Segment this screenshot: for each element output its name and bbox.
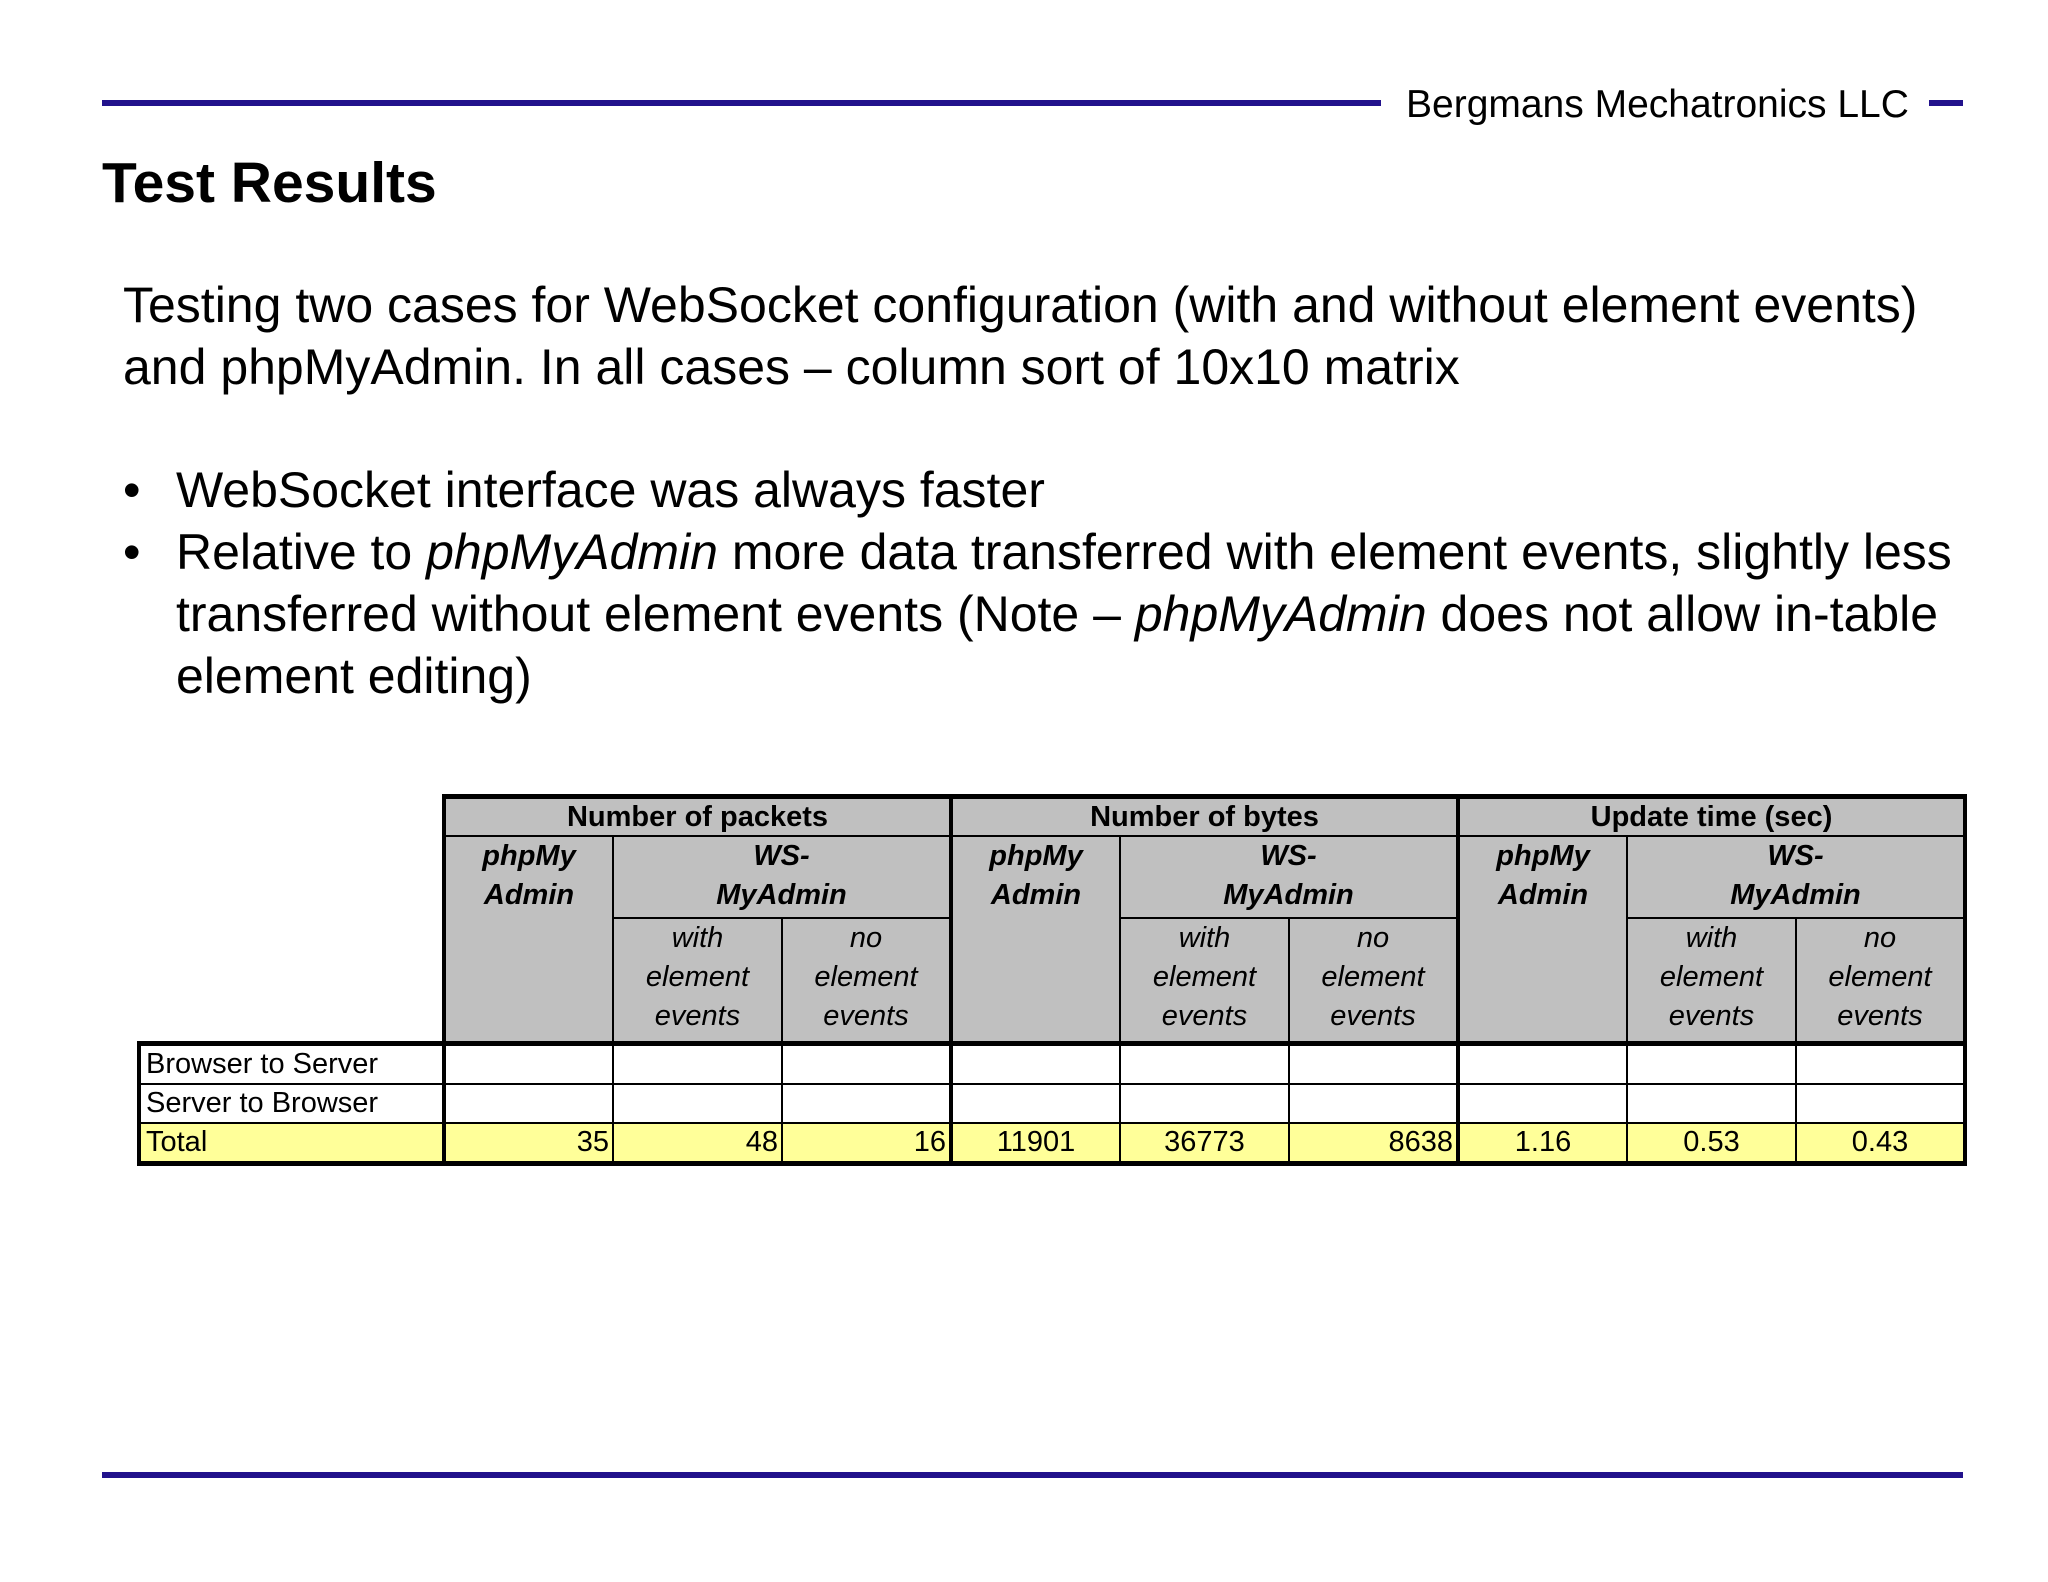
top-rule-right [1929,100,1963,106]
header-update-time: Update time (sec) [1458,797,1965,837]
bottom-rule [102,1472,1963,1478]
table-cell: 0.53 [1627,1123,1796,1164]
table-cell: 16 [782,1123,951,1164]
table-cell: 35 [444,1123,613,1164]
header-wsmyadmin: WS- MyAdmin [1627,836,1965,918]
header-with-element-events: with element events [1627,918,1796,1044]
table-cell [951,1044,1120,1085]
results-table [137,794,1967,1166]
table-cell [782,1044,951,1085]
header-with-element-events: with element events [1120,918,1289,1044]
table-cell: 36773 [1120,1123,1289,1164]
table-cell [613,1044,782,1085]
bullet-2-emphasis-2: phpMyAdmin [1134,586,1427,642]
table-cell [1120,1044,1289,1085]
table-cell [1458,1084,1627,1123]
bullet-1-text: WebSocket interface was always faster [176,462,1045,518]
bullet-item [123,459,2003,521]
header-with-element-events: with element events [613,918,782,1044]
header-phpmyadmin: phpMy Admin [951,836,1120,1044]
table-cell [1120,1084,1289,1123]
header-blank [139,836,444,1044]
table-cell [444,1084,613,1123]
table-cell: 0.43 [1796,1123,1965,1164]
table-header-groups [139,797,1965,837]
table-cell: 1.16 [1458,1123,1627,1164]
bullet-2-part1: Relative to [176,524,427,580]
intro-text [123,274,2003,398]
row-label: Total [139,1123,444,1164]
intro-line-1: Testing two cases for WebSocket configuration (with and without element events) [123,277,1918,333]
table-cell [1627,1084,1796,1123]
bullet-list [123,459,2003,707]
top-rule-left [102,100,1381,106]
row-label: Server to Browser [139,1084,444,1123]
intro-line-2: and phpMyAdmin. In all cases – column sort of 10x10 matrix [123,339,1460,395]
bullet-2-emphasis-1: phpMyAdmin [426,524,718,580]
header-bytes: Number of bytes [951,797,1458,837]
table-header-sources [139,836,1965,918]
row-label: Browser to Server [139,1044,444,1085]
bullet-icon: • [123,524,141,580]
table-cell [782,1084,951,1123]
table-cell [1796,1084,1965,1123]
bullet-2-part2: more data transferred with element events, slightly less transferred without element events (Note – [176,524,1952,642]
header-phpmyadmin: phpMy Admin [444,836,613,1044]
table-row-server-to-browser [139,1084,1965,1123]
header-no-element-events: no element events [1796,918,1965,1044]
header-wsmyadmin: WS- MyAdmin [1120,836,1458,918]
bullet-icon: • [123,462,141,518]
table-cell [951,1084,1120,1123]
table-cell [1458,1044,1627,1085]
table-cell [1627,1044,1796,1085]
table-row-browser-to-server [139,1044,1965,1085]
company-name: Bergmans Mechatronics LLC [1406,83,1909,126]
bullet-item [123,521,2003,707]
header-no-element-events: no element events [1289,918,1458,1044]
table-cell: 48 [613,1123,782,1164]
header-phpmyadmin: phpMy Admin [1458,836,1627,1044]
table-cell [1289,1084,1458,1123]
header-wsmyadmin: WS- MyAdmin [613,836,951,918]
slide-title: Test Results [102,151,437,215]
table-row-total [139,1123,1965,1164]
bullet-2-part3: does not allow in-table element editing) [176,586,1939,704]
header-blank [139,797,444,837]
header-packets: Number of packets [444,797,951,837]
table-cell [613,1084,782,1123]
table-cell: 8638 [1289,1123,1458,1164]
table-cell [444,1044,613,1085]
table-cell: 11901 [951,1123,1120,1164]
table-cell [1796,1044,1965,1085]
header-no-element-events: no element events [782,918,951,1044]
table-cell [1289,1044,1458,1085]
